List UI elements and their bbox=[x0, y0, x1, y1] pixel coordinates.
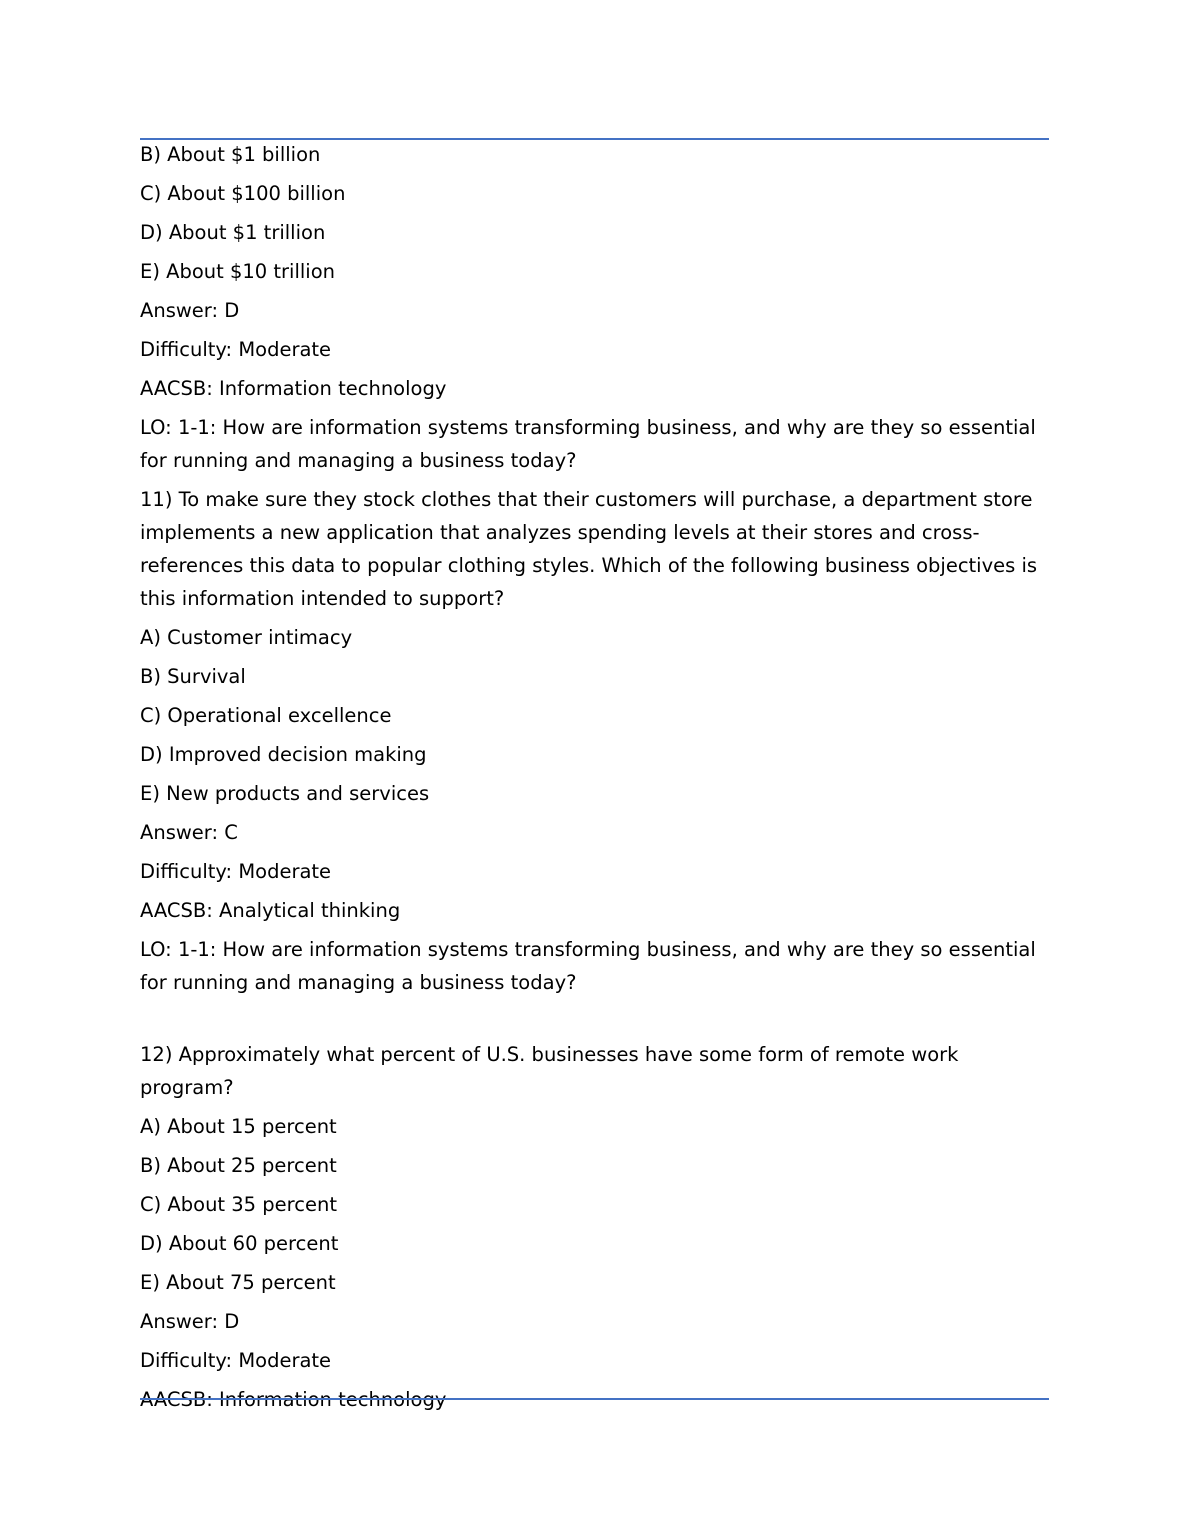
question-12-option-c: C) About 35 percent bbox=[140, 1193, 337, 1216]
answer: Answer: D bbox=[140, 299, 240, 322]
question-12-option-d: D) About 60 percent bbox=[140, 1232, 339, 1255]
question-11-aacsb: AACSB: Analytical thinking bbox=[140, 899, 401, 922]
question-12-stem: 12) Approximately what percent of U.S. businesses have some form of remote work program? bbox=[140, 1043, 959, 1099]
learning-objective: LO: 1-1: How are information systems transforming business, and why are they so essential for running and managing a business today? bbox=[140, 416, 1036, 472]
question-11-option-d: D) Improved decision making bbox=[140, 743, 427, 766]
question-11-answer: Answer: C bbox=[140, 821, 238, 844]
aacsb: AACSB: Information technology bbox=[140, 377, 447, 400]
question-11-learning-objective: LO: 1-1: How are information systems transforming business, and why are they so essential for running and managing a business today? bbox=[140, 938, 1036, 994]
document-body bbox=[140, 140, 1049, 1422]
blank-line bbox=[140, 1005, 1049, 1038]
question-11-option-a: A) Customer intimacy bbox=[140, 626, 353, 649]
question-12-answer: Answer: D bbox=[140, 1310, 240, 1333]
question-12-option-b: B) About 25 percent bbox=[140, 1154, 337, 1177]
question-11-option-e: E) New products and services bbox=[140, 782, 430, 805]
question-12-option-e: E) About 75 percent bbox=[140, 1271, 336, 1294]
question-12-option-a: A) About 15 percent bbox=[140, 1115, 337, 1138]
option-b: B) About $1 billion bbox=[140, 143, 321, 166]
question-11-stem: 11) To make sure they stock clothes that their customers will purchase, a department store implements a new application that analyzes spending levels at their stores and cross-references this data to popular clothing styles. Which of the following business objectives is this information intended to support? bbox=[140, 488, 1038, 610]
question-11-option-c: C) Operational excellence bbox=[140, 704, 392, 727]
option-d: D) About $1 trillion bbox=[140, 221, 326, 244]
difficulty: Difficulty: Moderate bbox=[140, 338, 332, 361]
footer-rule bbox=[140, 1398, 1049, 1400]
question-12-difficulty: Difficulty: Moderate bbox=[140, 1349, 332, 1372]
option-c: C) About $100 billion bbox=[140, 182, 346, 205]
question-12-aacsb: AACSB: Information technology bbox=[140, 1388, 447, 1411]
question-11-option-b: B) Survival bbox=[140, 665, 246, 688]
question-11-difficulty: Difficulty: Moderate bbox=[140, 860, 332, 883]
option-e: E) About $10 trillion bbox=[140, 260, 336, 283]
